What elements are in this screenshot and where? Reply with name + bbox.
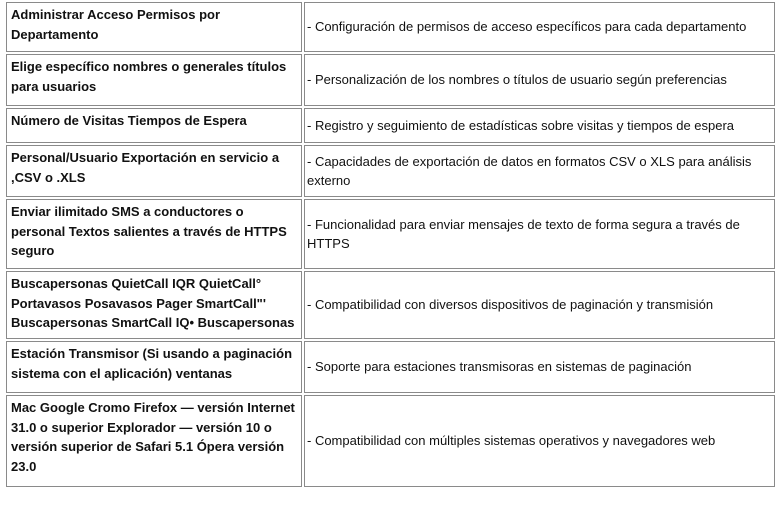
description-cell: - Compatibilidad con múltiples sistemas operativos y navegadores web bbox=[304, 395, 775, 487]
feature-cell: Personal/Usuario Exportación en servicio a ,CSV o .XLS bbox=[6, 145, 302, 197]
description-cell: - Configuración de permisos de acceso específicos para cada departamento bbox=[304, 2, 775, 52]
table-row bbox=[6, 199, 775, 269]
feature-cell: Elige específico nombres o generales títulos para usuarios bbox=[6, 54, 302, 106]
description-cell: - Capacidades de exportación de datos en formatos CSV o XLS para análisis externo bbox=[304, 145, 775, 197]
features-table bbox=[4, 0, 777, 489]
table-row bbox=[6, 341, 775, 393]
table-row bbox=[6, 108, 775, 143]
description-cell: - Funcionalidad para enviar mensajes de texto de forma segura a través de HTTPS bbox=[304, 199, 775, 269]
feature-cell: Mac Google Cromo Firefox — versión Internet 31.0 o superior Explorador — versión 10 o versión superior de Safari 5.1 Ópera versión 23.0 bbox=[6, 395, 302, 487]
feature-cell: Número de Visitas Tiempos de Espera bbox=[6, 108, 302, 143]
description-cell: - Registro y seguimiento de estadísticas sobre visitas y tiempos de espera bbox=[304, 108, 775, 143]
description-cell: - Personalización de los nombres o títulos de usuario según preferencias bbox=[304, 54, 775, 106]
feature-cell: Buscapersonas QuietCall IQR QuietCall° Portavasos Posavasos Pager SmartCall"' Buscapersonas SmartCall IQ• Buscapersonas bbox=[6, 271, 302, 339]
description-cell: - Soporte para estaciones transmisoras en sistemas de paginación bbox=[304, 341, 775, 393]
table-row bbox=[6, 145, 775, 197]
feature-cell: Estación Transmisor (Si usando a paginación sistema con el aplicación) ventanas bbox=[6, 341, 302, 393]
table-row bbox=[6, 271, 775, 339]
table-row bbox=[6, 395, 775, 487]
feature-cell: Enviar ilimitado SMS a conductores o personal Textos salientes a través de HTTPS seguro bbox=[6, 199, 302, 269]
table-row bbox=[6, 2, 775, 52]
table-row bbox=[6, 54, 775, 106]
description-cell: - Compatibilidad con diversos dispositivos de paginación y transmisión bbox=[304, 271, 775, 339]
feature-cell: Administrar Acceso Permisos por Departamento bbox=[6, 2, 302, 52]
